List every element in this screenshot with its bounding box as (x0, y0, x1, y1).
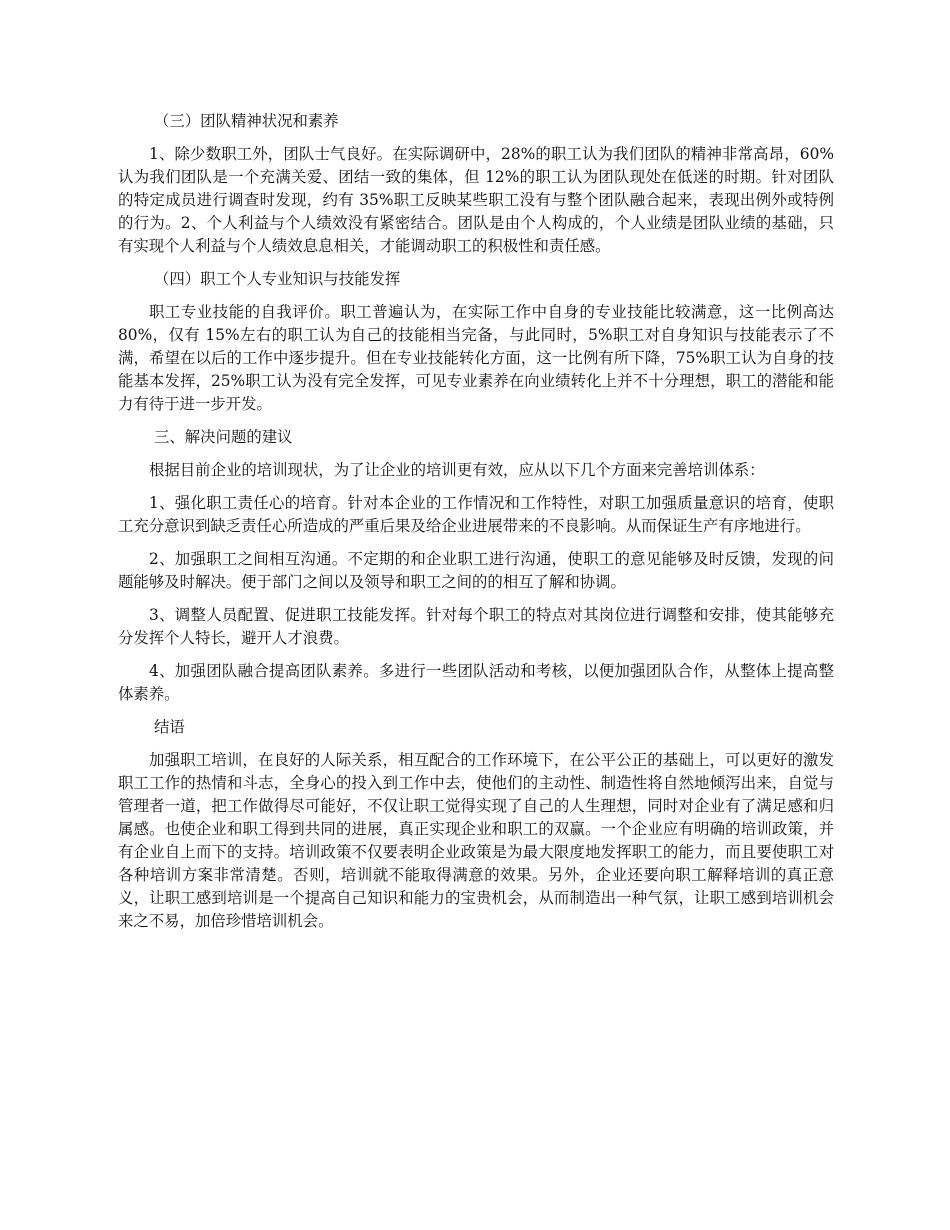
para-suggestion-4: 4、加强团队融合提高团队素养。多进行一些团队活动和考核，以便加强团队合作，从整体上提高整体素养。 (118, 662, 834, 703)
heading-suggestions: 三、解决问题的建议 (154, 428, 293, 446)
para-suggestion-2: 2、加强职工之间相互沟通。不定期的和企业职工进行沟通，使职工的意见能够及时反馈，发现的问题能够及时解决。便于部门之间以及领导和职工之间的的相互了解和协调。 (118, 550, 834, 591)
para-team-morale: 1、除少数职工外，团队士气良好。在实际调研中，28%的职工认为我们团队的精神非常高昂，60%认为我们团队是一个充满关爱、团结一致的集体，但 12%的职工认为团队现处在低迷的时期。针对团队的特定成员进行调查时发现，约有 35%职工反映某些职工没有与整个团队融合起来，表现出例外或特例的行为。2、个人利益与个人绩效没有紧密结合。团队是由个人构成的，个人业绩是团队业绩的基础，只有实现个人利益与个人绩效息息相关，才能调动职工的积极性和责任感。 (118, 145, 834, 255)
para-suggestions-intro: 根据目前企业的培训现状，为了让企业的培训更有效，应从以下几个方面来完善培训体系： (149, 461, 765, 479)
heading-conclusion: 结语 (154, 718, 185, 736)
para-conclusion: 加强职工培训，在良好的人际关系，相互配合的工作环境下，在公平公正的基础上，可以更好的激发职工工作的热情和斗志，全身心的投入到工作中去，使他们的主动性、制造性将自然地倾泻出来，自觉与管理者一道，把工作做得尽可能好，不仅让职工觉得实现了自己的人生理想，同时对企业有了满足感和归属感。也使企业和职工得到共同的进展，真正实现企业和职工的双赢。一个企业应有明确的培训政策，并有企业自上而下的支持。培训政策不仅要表明企业政策是为最大限度地发挥职工的能力，而且要使职工对各种培训方案非常清楚。否则，培训就不能取得满意的效果。另外，企业还要向职工解释培训的真正意义，让职工感到培训是一个提高自己知识和能力的宝贵机会，从而制造出一种气氛，让职工感到培训机会来之不易，加倍珍惜培训机会。 (118, 751, 834, 930)
heading-skills: （四）职工个人专业知识与技能发挥 (154, 270, 401, 288)
para-suggestion-3: 3、调整人员配置、促进职工技能发挥。针对每个职工的特点对其岗位进行调整和安排，使其能够充分发挥个人特长，避开人才浪费。 (118, 606, 834, 647)
para-skills-evaluation: 职工专业技能的自我评价。职工普遍认为，在实际工作中自身的专业技能比较满意，这一比例高达 80%，仅有 15%左右的职工认为自己的技能相当完备，与此同时，5%职工对自身知识与技能表示了不满，希望在以后的工作中逐步提升。但在专业技能转化方面，这一比例有所下降，75%职工认为自身的技能基本发挥，25%职工认为没有完全发挥，可见专业素养在向业绩转化上并不十分理想，职工的潜能和能力有待于进一步开发。 (118, 303, 834, 413)
document-page (118, 110, 834, 943)
para-suggestion-1: 1、强化职工责任心的培育。针对本企业的工作情况和工作特性，对职工加强质量意识的培育，使职工充分意识到缺乏责任心所造成的严重后果及给企业进展带来的不良影响。从而保证生产有序地进行。 (118, 494, 834, 535)
heading-team-spirit: （三）团队精神状况和素养 (154, 112, 339, 130)
